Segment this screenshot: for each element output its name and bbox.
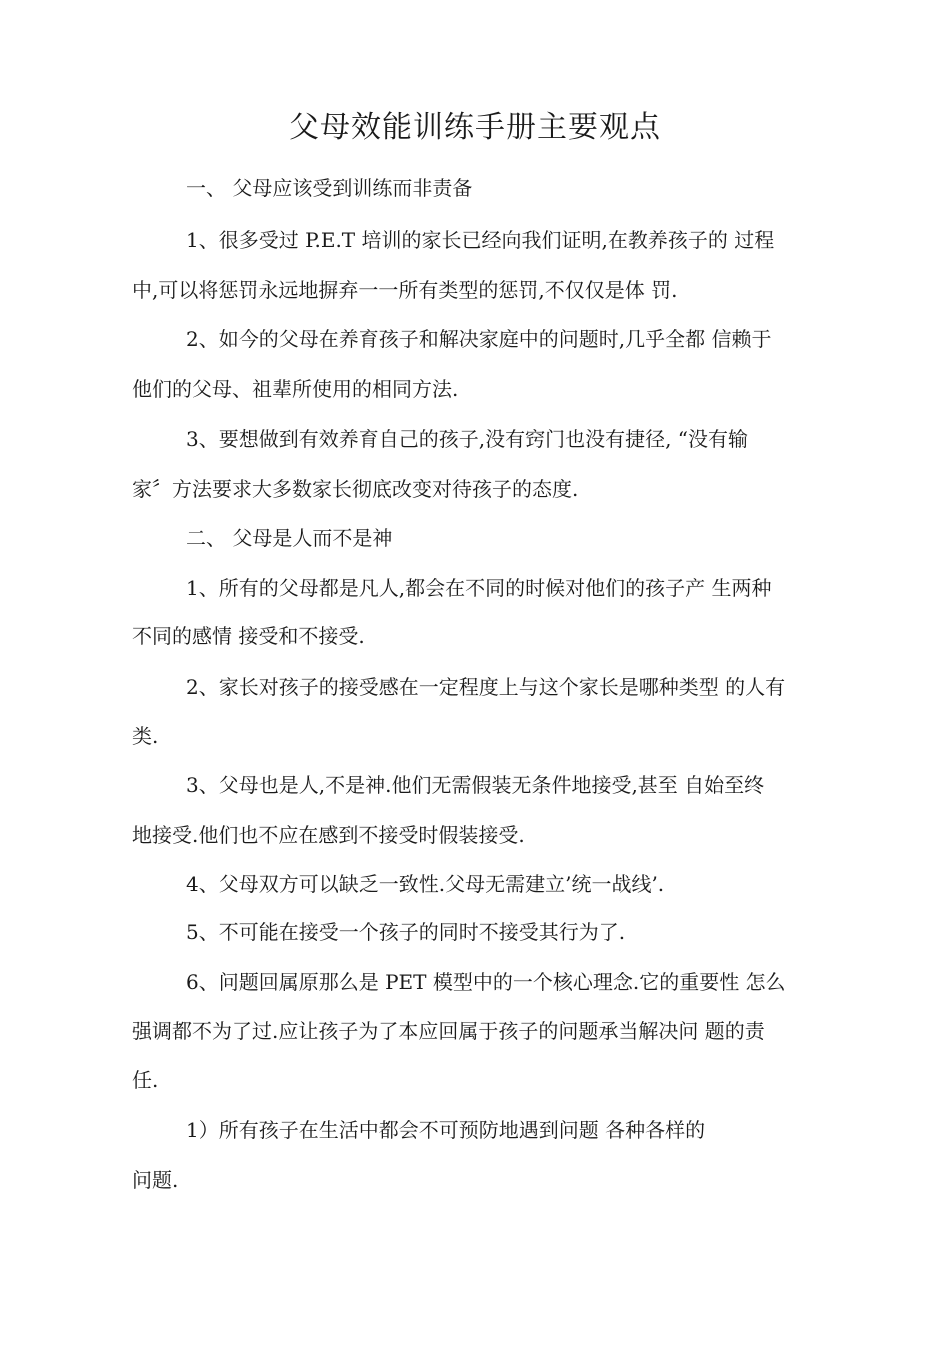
paragraph-1-1-line-1: 1、很多受过 P.E.T 培训的家长已经向我们证明,在教养孩子的 过程 [186,228,775,252]
paragraph-2-6-1-line-2: 问题. [132,1168,179,1192]
paragraph-2-3-line-2: 地接受.他们也不应在感到不接受时假装接受. [132,823,525,847]
paragraph-1-3-line-2: 家〞方法要求大多数家长彻底改变对待孩子的态度. [132,477,579,501]
paragraph-2-6-line-3: 任. [132,1068,159,1092]
paragraph-1-2-line-1: 2、如今的父母在养育孩子和解决家庭中的问题时,几乎全都 信赖于 [186,327,772,351]
paragraph-2-2-line-2: 类. [132,724,159,748]
paragraph-1-1-line-2: 中,可以将惩罚永远地摒弃一一所有类型的惩罚,不仅仅是体 罚. [132,278,678,302]
section-heading-1: 一、 父母应该受到训练而非责备 [186,176,473,200]
paragraph-2-3-line-1: 3、父母也是人,不是神.他们无需假装无条件地接受,甚至 自始至终 [186,773,765,797]
page-title: 父母效能训练手册主要观点 [289,110,661,145]
paragraph-2-6-1-line-1: 1）所有孩子在生活中都会不可预防地遇到问题 各种各样的 [186,1118,706,1142]
paragraph-2-6-line-1: 6、问题回属原那么是 PET 模型中的一个核心理念.它的重要性 怎么 [186,970,786,994]
paragraph-1-3-line-1: 3、要想做到有效养育自己的孩子,没有窍门也没有捷径, “没有输 [186,427,749,451]
paragraph-2-5: 5、不可能在接受一个孩子的同时不接受其行为了. [186,920,626,944]
paragraph-2-1-line-2: 不同的感情 接受和不接受. [132,624,365,648]
section-heading-2: 二、 父母是人而不是神 [186,526,393,550]
paragraph-2-2-line-1: 2、家长对孩子的接受感在一定程度上与这个家长是哪种类型 的人有 [186,675,786,699]
paragraph-2-4: 4、父母双方可以缺乏一致性.父母无需建立’统一战线’. [186,872,665,896]
paragraph-2-6-line-2: 强调都不为了过.应让孩子为了本应回属于孩子的问题承当解决问 题的责 [132,1019,765,1043]
paragraph-2-1-line-1: 1、所有的父母都是凡人,都会在不同的时候对他们的孩子产 生两种 [186,576,772,600]
paragraph-1-2-line-2: 他们的父母、祖辈所使用的相同方法. [132,377,459,401]
